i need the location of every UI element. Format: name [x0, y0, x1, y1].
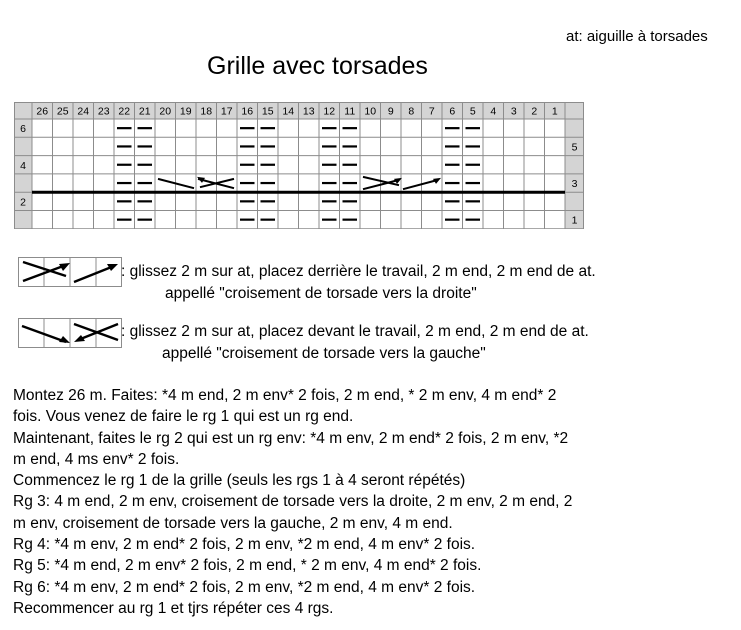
row-number-left: 2 — [20, 196, 26, 209]
cable-left-symbol-icon — [18, 318, 122, 348]
column-number: 18 — [200, 105, 213, 118]
column-number: 20 — [159, 105, 172, 118]
instruction-line: Rg 5: *4 m end, 2 m env* 2 fois, 2 m end, * 2 m env, 4 m end* 2 fois. — [13, 557, 482, 575]
column-number: 26 — [36, 105, 49, 118]
instruction-line: m end, 4 ms env* 2 fois. — [13, 450, 180, 468]
page-title: Grille avec torsades — [207, 52, 428, 80]
column-number: 9 — [387, 105, 394, 118]
row-number-left: 4 — [20, 159, 26, 172]
column-number: 25 — [56, 105, 69, 118]
cable-right-description: : glissez 2 m sur at, placez derrière le travail, 2 m end, 2 m end de at. — [121, 263, 596, 280]
row-number-right: 5 — [571, 141, 578, 154]
instruction-line: fois. Vous venez de faire le rg 1 qui est un rg end. — [13, 408, 354, 426]
column-number: 23 — [97, 105, 110, 118]
row-number-right: 3 — [571, 178, 578, 191]
instruction-line: m env, croisement de torsade vers la gauche, 2 m env, 4 m end. — [13, 514, 453, 532]
column-number: 13 — [302, 105, 315, 118]
column-number: 21 — [138, 105, 151, 118]
column-number: 1 — [551, 105, 558, 118]
cable-left-name: appellé "croisement de torsade vers la gauche" — [162, 345, 486, 362]
instruction-line: Rg 3: 4 m end, 2 m env, croisement de torsade vers la droite, 2 m env, 2 m end, 2 — [13, 493, 573, 511]
column-number: 14 — [282, 105, 295, 118]
instruction-line: Rg 4: *4 m env, 2 m end* 2 fois, 2 m env, *2 m end, 4 m env* 2 fois. — [13, 536, 476, 554]
cable-right-name: appellé "croisement de torsade vers la droite" — [165, 285, 477, 302]
abbreviation-note: at: aiguille à torsades — [566, 28, 708, 45]
stitch-chart — [14, 102, 586, 229]
column-number: 5 — [469, 105, 476, 118]
instruction-line: Montez 26 m. Faites: *4 m end, 2 m env* 2 fois, 2 m end, * 2 m env, 4 m end* 2 — [13, 387, 557, 404]
column-number: 19 — [179, 105, 192, 118]
instruction-line: Commencez le rg 1 de la grille (seuls les rgs 1 à 4 seront répétés) — [13, 472, 466, 490]
instruction-line: Maintenant, faites le rg 2 qui est un rg env: *4 m env, 2 m end* 2 fois, 2 m env, *2 — [13, 429, 569, 447]
instruction-line: Recommencer au rg 1 et tjrs répéter ces 4 rgs. — [13, 599, 334, 617]
column-number: 11 — [344, 105, 356, 118]
column-number: 12 — [323, 105, 336, 118]
instruction-line: Rg 6: *4 m env, 2 m end* 2 fois, 2 m env, *2 m end, 4 m env* 2 fois. — [13, 578, 476, 596]
column-number: 16 — [241, 105, 254, 118]
column-number: 3 — [510, 105, 517, 118]
column-number: 8 — [408, 105, 415, 118]
column-number: 10 — [364, 105, 377, 118]
column-number: 6 — [449, 105, 456, 118]
column-number: 24 — [77, 105, 90, 118]
column-number: 7 — [428, 105, 435, 118]
column-number: 4 — [490, 105, 497, 118]
cable-left-description: : glissez 2 m sur at, placez devant le travail, 2 m end, 2 m end de at. — [121, 323, 589, 340]
row-number-left: 6 — [20, 123, 26, 136]
column-number: 17 — [220, 105, 233, 118]
cable-right-symbol-icon — [18, 257, 122, 287]
column-number: 22 — [118, 105, 131, 118]
column-number: 2 — [531, 105, 538, 118]
row-number-right: 1 — [571, 214, 578, 227]
column-number: 15 — [261, 105, 274, 118]
pattern-instructions — [13, 385, 713, 619]
